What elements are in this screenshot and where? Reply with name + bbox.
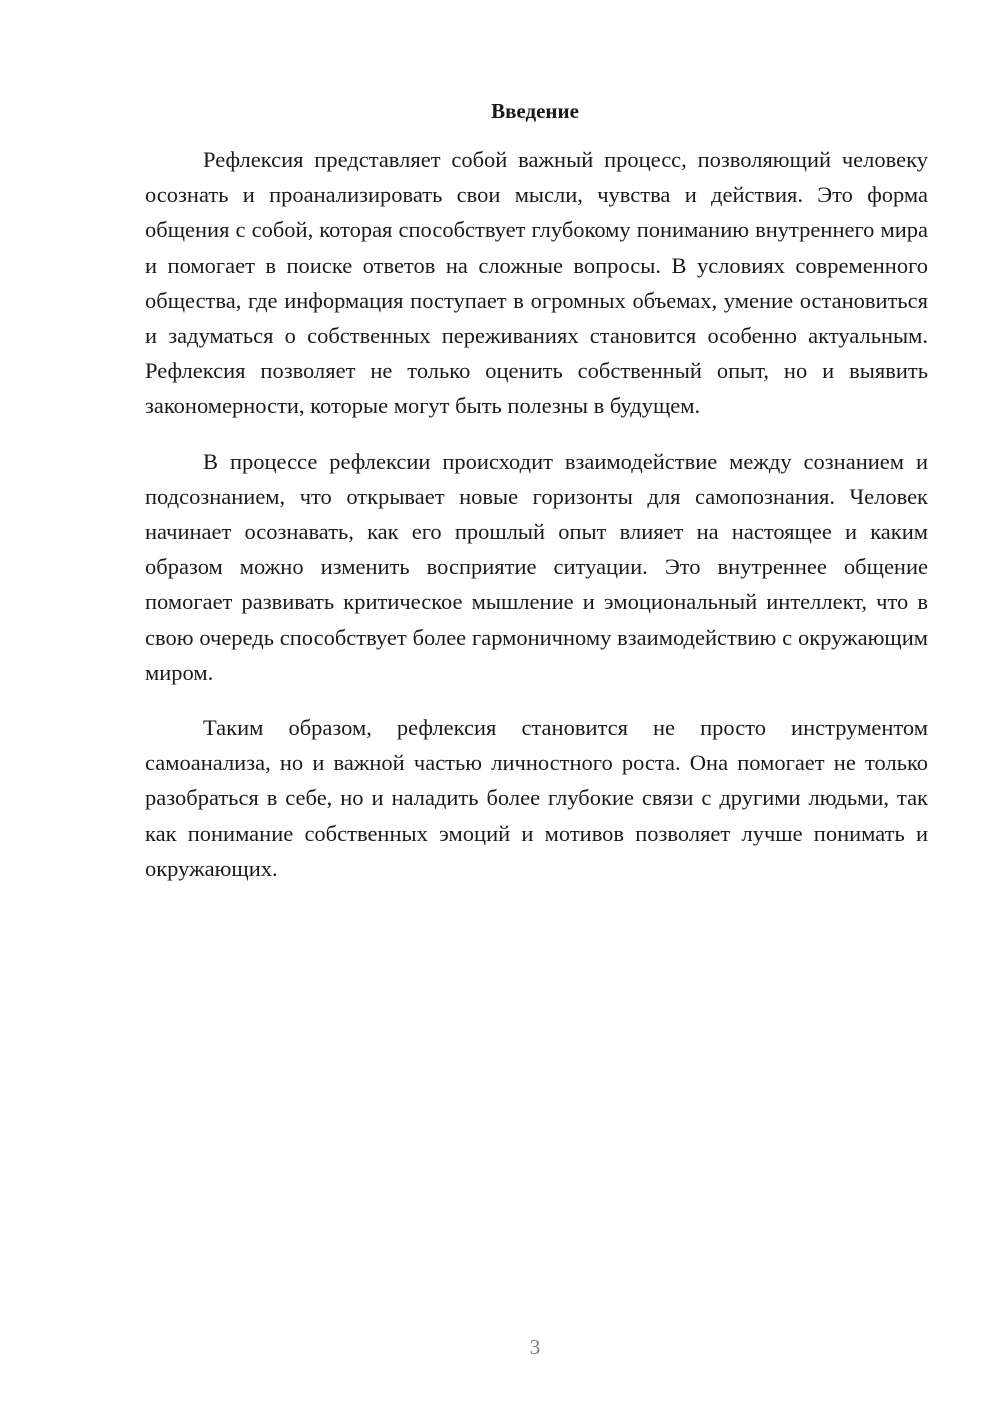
paragraph-2: В процессе рефлексии происходит взаимодействие между сознанием и подсознанием, что открывает новые горизонты для самопознания. Человек начинает осознавать, как его прошлый опыт влияет на настоящее и каким образом можно изменить восприятие ситуации. Это внутреннее общение помогает развивать критическое мышление и эмоциональный интеллект, что в свою очередь способствует более гармоничному взаимодействию с окружающим миром. bbox=[145, 448, 928, 685]
paragraph-3: Таким образом, рефлексия становится не просто инструментом самоанализа, но и важной частью личностного роста. Она помогает не только разобраться в себе, но и наладить более глубокие связи с другими людьми, так как понимание собственных эмоций и мотивов позволяет лучше понимать и окружающих. bbox=[145, 715, 928, 881]
paragraph-1: Рефлексия представляет собой важный процесс, позволяющий человеку осознать и проанализировать свои мысли, чувства и действия. Это форма общения с собой, которая способствует глубокому пониманию внутреннего мира и помогает в поиске ответов на сложные вопросы. В условиях современного общества, где информация поступает в огромных объемах, умение остановиться и задуматься о собственных переживаниях становится особенно актуальным. Рефлексия позволяет не только оценить собственный опыт, но и выявить закономерности, которые могут быть полезны в будущем. bbox=[145, 147, 928, 419]
body-text bbox=[145, 142, 928, 886]
section-heading: Введение bbox=[491, 99, 579, 123]
page-number: 3 bbox=[529, 1335, 541, 1359]
